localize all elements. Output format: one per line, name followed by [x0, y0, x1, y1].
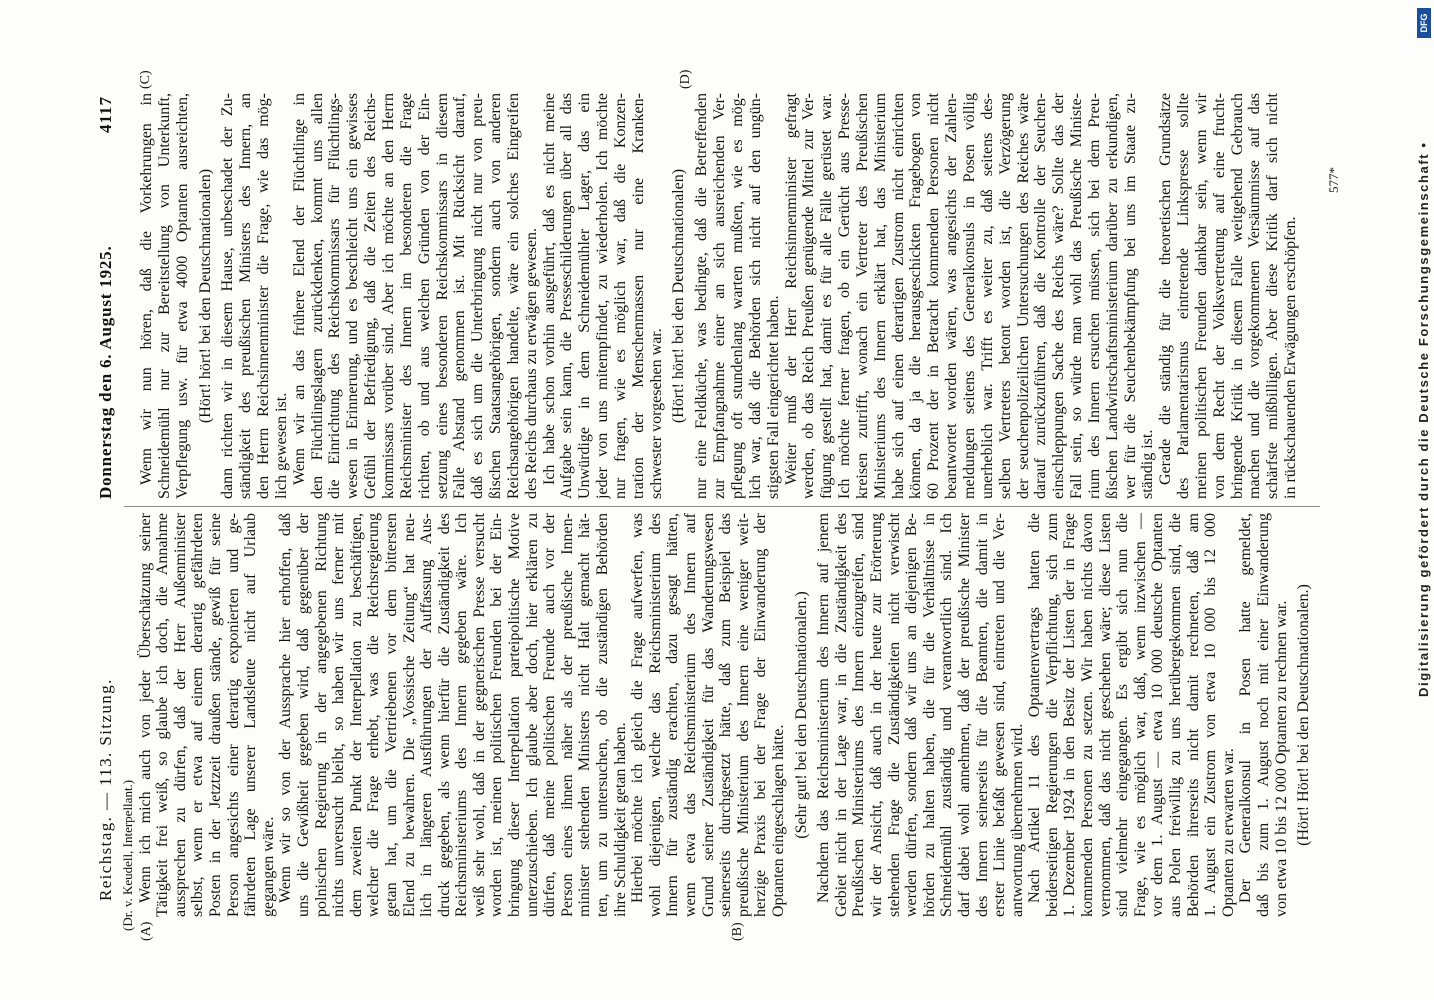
text-line: ständigkeit des preußischen Ministers des Innern, an — [237, 93, 255, 499]
text-column-left — [119, 513, 1318, 931]
text-line: Wenn ich mich auch von jeder Überschätzung seiner — [136, 513, 154, 903]
text-line: Ministeriums des Innern erklärt hat, das Ministerium — [871, 93, 889, 499]
paragraph — [1237, 513, 1290, 917]
dfg-notice-text: Digitalisierung gefördert durch die Deutsche Forschungsgemeinschaft • — [1416, 141, 1431, 697]
margin-mark-a: (A) — [139, 921, 154, 941]
text-line: selben Vertreters betont worden ist, die Verzögerung — [996, 93, 1014, 499]
column-rule — [124, 506, 1320, 507]
text-line: Nach Artikel 11 des Optantenvertrags hatten die — [1026, 513, 1044, 903]
header-session: Reichstag. — 113. Sitzung. — [96, 678, 115, 901]
text-line: Frage, wie es möglich war, daß, wenn inzwischen — — [1131, 513, 1149, 917]
paragraph — [629, 513, 787, 917]
text-line: Schneidemühl zuständig und verantwortlich sind. Ich — [938, 513, 956, 917]
text-line: wer für die Seuchenbekämpfung bei uns im Staate zu- — [1121, 93, 1139, 499]
text-line: meinen politischen Freunden dankbar sein, wenn wir — [1192, 93, 1210, 499]
text-line: minister stehenden Ministers nicht Halt gemacht hät- — [576, 513, 594, 917]
text-line: Nachdem das Reichsministerium des Innern auf jenem — [815, 513, 833, 903]
running-header — [94, 60, 118, 965]
text-line: herzige Praxis bei der Frage der Einwanderung der — [752, 513, 770, 917]
paragraph — [137, 513, 278, 917]
text-line: darf dabei wohl annehmen, daß der preußische Minister — [955, 513, 973, 917]
text-line: jeder von uns mitempfindet, zu wiederholen. Ich möchte — [594, 93, 612, 499]
text-line: 1. August ein Zustrom von etwa 10 000 bis 12 000 — [1202, 513, 1220, 917]
text-line: Reichsminister des Innern im besonderen die Frage — [397, 93, 415, 499]
text-line: Grund seiner Zuständigkeit für das Wanderungswesen — [699, 513, 717, 917]
text-line: welcher die Frage erhebt, was die Reichsregierung — [365, 513, 383, 917]
text-line: können, da ja die herausgeschickten Fragebogen von — [907, 93, 925, 499]
text-line: Wenn wir nun hören, daß die Vorkehrungen in — [138, 93, 155, 485]
text-line: kommissars vorüber sind. Aber ich möchte an den Herrn — [379, 93, 397, 499]
printer-signature-mark: 577* — [1326, 167, 1341, 193]
text-line: fügung gestellt hat, damit es für alle Fälle gerüstet war. — [818, 93, 836, 499]
text-line: des Reichs durchaus zu erwägen gewesen. — [522, 227, 540, 499]
text-line: wesen in Erinnerung, und es beschleicht uns ein gewisses — [344, 93, 362, 499]
text-line: dem zweiten Punkt der Interpellation zu beschäftigen, — [347, 513, 365, 917]
text-line: erster Linie befaßt gewesen sind, eintreten und die Ver- — [991, 513, 1009, 917]
margin-mark-d: (D) — [678, 69, 693, 89]
text-line: beiderseitigen Regierungen die Verpflichtung, sich zum — [1043, 513, 1061, 917]
text-line: machen und die vorgekommenen Versäumnisse auf das — [1246, 93, 1264, 499]
text-line: wir der Ansicht, daß auch in der heute zur Erörterung — [867, 513, 885, 917]
text-line: Fall sein, so würde man wohl das Preußische Ministe- — [1068, 93, 1086, 499]
paragraph — [1026, 513, 1237, 917]
text-line: 1. Dezember 1924 in den Besitz der Listen der in Frage — [1061, 513, 1079, 917]
text-line: darauf zurückzuführen, daß die Kontrolle der Seuchen- — [1032, 93, 1050, 499]
text-line: den Flüchtlingslagern zurückdenken, kommt uns allen — [308, 93, 326, 499]
text-line: werden dürfen, sondern daß wir uns an diejenigen Be- — [903, 513, 921, 917]
text-line: Ich möchte ferner fragen, ob ein Gerücht aus Presse- — [836, 93, 854, 499]
margin-mark-b: (B) — [730, 922, 745, 941]
text-line: Elend zu bewahren. Die „Vossische Zeitung“ hat neu- — [400, 513, 418, 917]
text-line: ßischen Landwirtschaftsministerium darüber zu erkundigen, — [1103, 93, 1121, 499]
text-line: nichts unversucht bleibt, so haben wir uns ferner mit — [330, 513, 348, 917]
text-line: den Herrn Reichsinnenminister die Frage, wie das mög- — [255, 93, 273, 499]
text-line: lich in längeren Ausführungen der Auffassung Aus- — [418, 513, 436, 917]
text-line: Gebiet nicht in der Lage war, in die Zuständigkeit des — [832, 513, 850, 917]
text-line: beantwortet worden wären, was angesichts der Zahlen- — [943, 93, 961, 499]
text-line: des Parlamentarismus eintretende Linkspresse sollte — [1175, 93, 1193, 499]
text-line: die Einrichtung des Reichskommissars für Flüchtlings- — [326, 93, 344, 499]
text-line: werden, ob das Reich Preußen genügende Mittel zur Ver- — [800, 93, 818, 499]
text-line: ten, um zu untersuchen, ob die zuständigen Behörden — [594, 513, 612, 917]
text-line: Wenn wir an das frühere Elend der Flüchtlinge in — [290, 93, 308, 485]
text-line: Person angesichts einer derartig exponierten und ge- — [224, 513, 242, 917]
text-line: von etwa 10 bis 12 000 Optanten zu rechnen war. — [1272, 600, 1290, 917]
text-line: kommenden Personen zu setzen. Wir haben nichts davon — [1079, 513, 1097, 917]
text-line: Wenn wir so von der Aussprache hier erhoffen, daß — [277, 513, 295, 903]
text-line: schwester vorgesehen war. — [647, 328, 665, 499]
text-line: Optanten zu erwarten war. — [1219, 748, 1237, 917]
paragraph — [138, 93, 192, 499]
text-line: ßischen Staatsangehörigen, sondern auch von anderen — [487, 93, 505, 499]
dfg-logo: DFG — [1417, 8, 1431, 38]
text-line: Reichsministeriums des Innern gegeben wäre. Ich — [453, 513, 471, 917]
text-line: setzung eines besonderen Reichskommissars in diesem — [433, 93, 451, 499]
paragraph — [291, 93, 541, 499]
text-line: richten, ob und aus welchen Gründen von der Ein- — [415, 93, 433, 499]
text-line: sind vielmehr eingegangen. Es ergibt sich nun die — [1114, 513, 1132, 917]
text-line: vor dem 1. August — etwa 10 000 deutsche Optanten — [1149, 513, 1167, 917]
paragraph — [693, 93, 782, 499]
text-line: einschleppungen Sache des Reichs wäre? Sollte das der — [1050, 93, 1068, 499]
text-line: Posten in der Jetztzeit draußen stände, gewiß für seine — [206, 513, 224, 917]
text-line: bringende Kritik in diesem Falle weitgehend Gebrauch — [1228, 93, 1246, 499]
text-line: druck gegeben, als wenn hierfür die Zuständigkeit des — [435, 513, 453, 917]
text-line: unterzuschieben. Ich glaube aber doch, hier erklären zu — [523, 513, 541, 917]
header-date: Donnerstag den 6. August 1925. — [96, 245, 115, 499]
text-line: daß bis zum 1. August noch mit einer Einwanderung — [1255, 513, 1272, 917]
text-line: rium des Innern ersuchen müssen, sich bei dem Preu- — [1085, 93, 1103, 499]
text-line: Schneidemühl nur zur Bereitstellung von Unterkunft, — [155, 93, 173, 499]
text-line: polnischen Regierung in der angegebenen Richtung — [312, 513, 330, 917]
paragraph — [277, 513, 629, 917]
text-line: stigsten Fall eingerichtet haben. — [764, 295, 782, 499]
text-line: Aufgabe sein kann, die Presseschilderungen über all das — [558, 93, 576, 499]
text-line: seinerseits durchgesetzt hätte, daß zum Beispiel das — [717, 513, 735, 917]
text-line: gegangen wäre. — [259, 816, 277, 917]
text-line: Unwürdige in dem Schneidemühler Lager, das ein — [576, 93, 594, 499]
paragraph — [1157, 93, 1300, 499]
text-line: wenn etwa das Reichsministerium des Innern auf — [682, 513, 699, 917]
interjection: (Hört! Hört! bei den Deutschnationalen.) — [1295, 584, 1313, 846]
text-line: lich war, daß die Behörden sich nicht auf den ungün- — [746, 93, 764, 499]
interjection: (Hört! hört! bei den Deutschnationalen) — [196, 168, 214, 424]
text-line: dann richten wir in diesem Hause, unbeschadet der Zu- — [219, 93, 237, 499]
text-column-right — [138, 93, 1300, 499]
text-line: stehenden Frage die Zuständigkeiten nicht verwischt — [885, 513, 903, 917]
dfg-funding-notice — [1416, 2, 1432, 702]
protocol-sheet — [88, 60, 1350, 965]
text-line: ständig ist. — [1139, 429, 1157, 499]
text-line: schärfste mißbilligen. Aber diese Kritik darf sich nicht — [1264, 93, 1282, 499]
interjection: (Sehr gut! bei den Deutschnationalen.) — [792, 591, 810, 839]
text-line: des Innern seinerseits für die Beamten, die damit in — [973, 513, 991, 917]
text-line: vernommen, daß das nicht geschehen wäre; diese Listen — [1096, 513, 1114, 917]
text-line: aus Polen freiwillig zu uns herübergekommen sind, die — [1167, 513, 1185, 917]
text-line: Verpflegung usw. für etwa 4000 Optanten ausreichten, — [173, 93, 191, 499]
paragraph — [219, 93, 290, 499]
text-line: kreisen zutrifft, wonach ein Vertreter des Preußischen — [853, 93, 871, 499]
text-line: der seuchenpolizeilichen Untersuchungen des Reiches wäre — [1014, 93, 1032, 499]
text-line: getan hat, um die Vertriebenen vor dem bittersten — [382, 513, 400, 917]
text-line: wohl diejenigen, welche das Reichsministerium des — [646, 513, 664, 917]
text-line: zur Empfangnahme einer an sich ausreichenden Ver- — [711, 93, 729, 499]
text-line: daß es sich um die Unterbringung nicht nur von preu- — [469, 93, 487, 499]
text-line: Der Generalkonsul in Posen hatte gemeldet, — [1237, 513, 1255, 903]
paragraph — [541, 93, 666, 499]
speaker-label: (Dr. v. Keudell, Interpellant.) — [120, 779, 135, 931]
text-line: preußische Ministerium des Innern eine weniger weit- — [734, 513, 752, 917]
text-line: Optanten eingeschlagen hätte. — [769, 724, 787, 917]
text-line: habe sich auf einen derartigen Zustrom nicht einrichten — [889, 93, 907, 499]
text-line: ihre Schuldigkeit getan haben. — [611, 722, 629, 917]
text-line: Ich habe schon vorhin ausgeführt, daß es nicht meine — [540, 93, 558, 485]
text-line: Hierbei möchte ich gleich die Frage aufwerfen, was — [629, 513, 647, 903]
text-line: dürfen, daß meine politischen Freunde auch vor der — [541, 513, 559, 917]
margin-mark-c: (C) — [138, 70, 153, 89]
text-line: fährdeten Lage unserer Landsleute nicht auf Urlaub — [242, 513, 260, 917]
text-line: unerheblich war. Trifft es weiter zu, daß seitens des- — [978, 93, 996, 499]
text-line: Weiter muß der Herr Reichsinnenminister gefragt — [782, 93, 800, 485]
paragraph — [815, 513, 1026, 917]
text-line: worden ist, meinen politischen Freunden bei der Ein- — [488, 513, 506, 917]
paragraph — [783, 93, 1158, 499]
text-line: nur fragen, wie es möglich war, daß die Konzen- — [611, 93, 629, 499]
text-line: Tätigkeit frei weiß, so glaube ich doch, die Annahme — [154, 513, 172, 917]
text-line: nur eine Feldküche, was bedingte, daß die Betreffenden — [693, 93, 711, 499]
text-line: Reichsangehörigen handelte, wäre ein solches Eingreifen — [504, 93, 522, 499]
text-line: Falle Abstand genommen ist. Mit Rücksicht darauf, — [451, 93, 469, 499]
text-line: meldungen seitens des Generalkonsuls in Posen völlig — [960, 93, 978, 499]
page-number: 4117 — [96, 95, 115, 133]
text-line: bringung dieser Interpellation parteipolitische Motive — [506, 513, 524, 917]
text-line: tration der Menschenmassen nur eine Kranken- — [629, 93, 647, 499]
text-line: antwortung übernehmen wird. — [1008, 723, 1026, 917]
interjection: (Hört! hört! bei den Deutschnationalen) — [670, 168, 688, 424]
text-line: pflegung oft stundenlang warten mußten, wie es mög- — [729, 93, 746, 499]
text-line: 60 Prozent der in Betracht kommenden Personen nicht — [925, 93, 943, 499]
text-line: Gerade die ständig für die theoretischen Grundsätze — [1157, 93, 1175, 485]
text-line: von dem Recht der Volksvertretung auf eine frucht- — [1210, 93, 1228, 499]
text-line: Behörden ihrerseits nicht damit rechneten, daß am — [1184, 513, 1202, 917]
text-line: in rückschauenden Erwägungen erschöpfen. — [1282, 216, 1300, 499]
text-line: Person eines ihnen näher als der preußische Innen- — [558, 513, 576, 917]
text-line: Preußischen Ministeriums des Innern einzugreifen, sind — [850, 513, 868, 917]
text-line: Gefühl der Befriedigung, daß die Zeiten des Reichs- — [362, 93, 380, 499]
text-line: weiß sehr wohl, daß in der gegnerischen Presse versucht — [470, 513, 488, 917]
text-line: lich gewesen ist. — [272, 392, 290, 499]
text-line: uns die Gewißheit gegeben wird, daß gegenüber der — [294, 513, 312, 917]
text-line: Innern für zuständig erachten, dazu gesagt hätten, — [664, 513, 682, 917]
text-line: aussprechen zu dürfen, daß der Herr Außenminister — [171, 513, 189, 917]
text-line: hörden zu halten haben, die für die Verhältnisse in — [920, 513, 938, 917]
text-line: selbst, wenn er etwa auf einem derartig gefährdeten — [189, 513, 207, 917]
